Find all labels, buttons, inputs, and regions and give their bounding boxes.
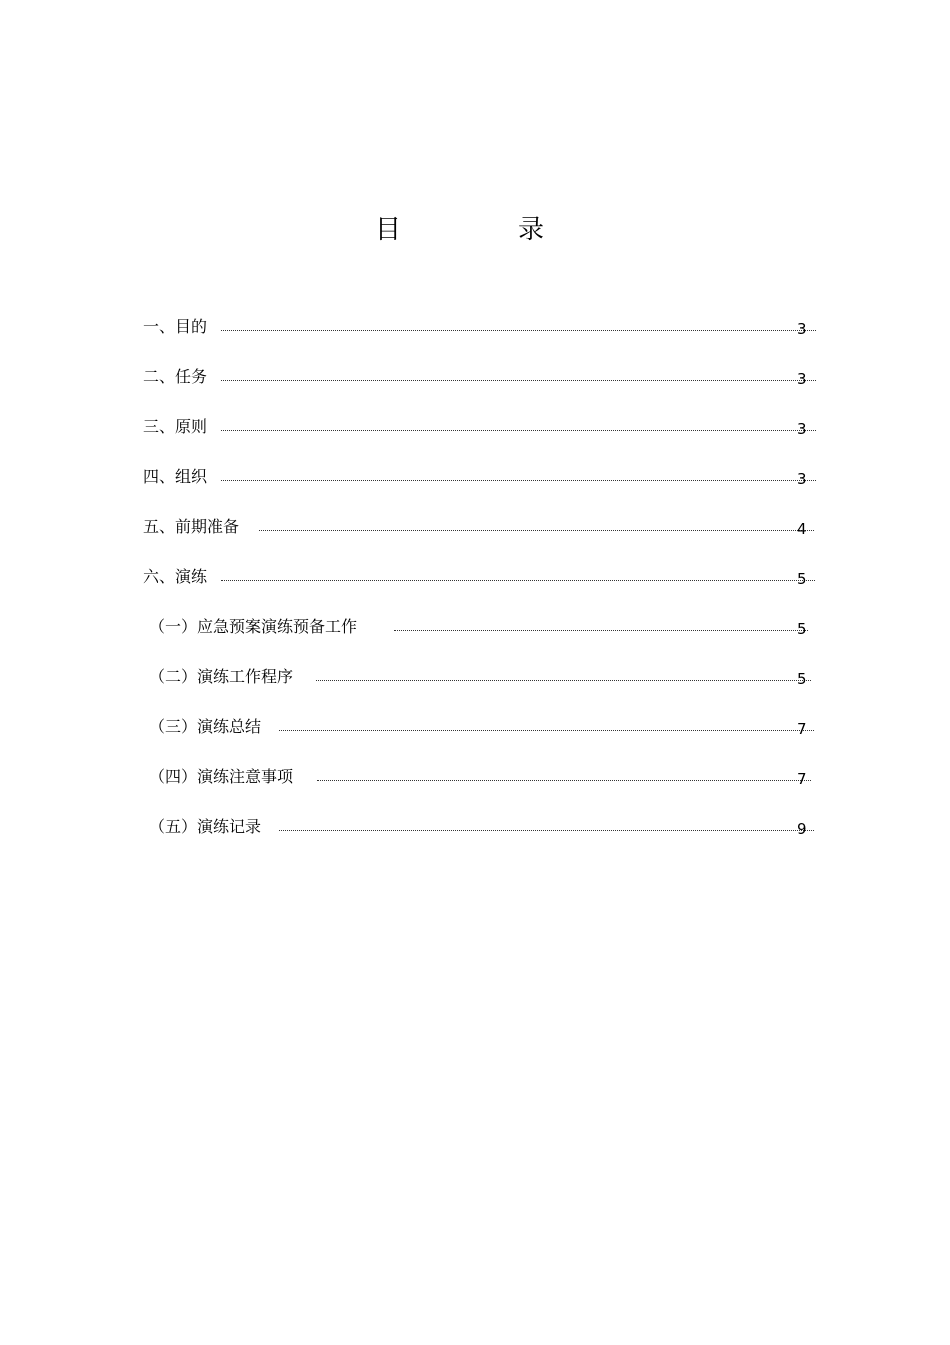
toc-entry[interactable] xyxy=(0,712,950,742)
toc-entry[interactable] xyxy=(0,812,950,842)
toc-entry-label: （四）演练注意事项 xyxy=(149,767,294,786)
toc-entry-label: （二）演练工作程序 xyxy=(149,667,294,686)
toc-entry[interactable] xyxy=(0,412,950,442)
toc-entry-page: 7 xyxy=(797,720,807,738)
toc-entry-label: 五、前期准备 xyxy=(143,517,240,536)
toc-dot-leader xyxy=(316,680,811,681)
toc-entry[interactable] xyxy=(0,312,950,342)
toc-entry-label: （三）演练总结 xyxy=(149,717,262,736)
toc-dot-leader xyxy=(394,630,808,631)
toc-dot-leader xyxy=(279,830,814,831)
toc-entry-page: 5 xyxy=(797,620,807,638)
toc-entry-page: 4 xyxy=(797,520,807,538)
toc-dot-leader xyxy=(279,730,814,731)
toc-entry[interactable] xyxy=(0,362,950,392)
toc-dot-leader xyxy=(317,780,811,781)
toc-entry-page: 7 xyxy=(797,770,807,788)
toc-entry[interactable] xyxy=(0,562,950,592)
toc-dot-leader xyxy=(221,330,816,331)
toc-entry-page: 3 xyxy=(797,420,807,438)
toc-dot-leader xyxy=(221,480,816,481)
toc-entry-label: 三、原则 xyxy=(143,417,208,436)
toc-dot-leader xyxy=(221,580,815,581)
toc-entry[interactable] xyxy=(0,612,950,642)
title-char-1: 目 xyxy=(375,215,402,245)
toc-dot-leader xyxy=(221,430,816,431)
toc-entry-label: 六、演练 xyxy=(143,567,208,586)
toc-entry-page: 5 xyxy=(797,570,807,588)
toc-entry[interactable] xyxy=(0,762,950,792)
toc-entry-label: 二、任务 xyxy=(143,367,208,386)
toc-entry-page: 3 xyxy=(797,470,807,488)
toc-entry-page: 3 xyxy=(797,320,807,338)
toc-dot-leader xyxy=(221,380,816,381)
toc-entry-page: 5 xyxy=(797,670,807,688)
toc-entry-label: （一）应急预案演练预备工作 xyxy=(149,617,358,636)
page-title xyxy=(0,212,950,248)
title-char-2: 录 xyxy=(518,215,545,245)
toc-entry-label: （五）演练记录 xyxy=(149,817,262,836)
toc-entry-label: 一、目的 xyxy=(143,317,208,336)
toc-entry-label: 四、组织 xyxy=(143,467,208,486)
toc-dot-leader xyxy=(259,530,814,531)
toc-entry[interactable] xyxy=(0,512,950,542)
toc-entry[interactable] xyxy=(0,662,950,692)
toc-entry[interactable] xyxy=(0,462,950,492)
toc-entry-page: 9 xyxy=(797,820,807,838)
toc-entry-page: 3 xyxy=(797,370,807,388)
